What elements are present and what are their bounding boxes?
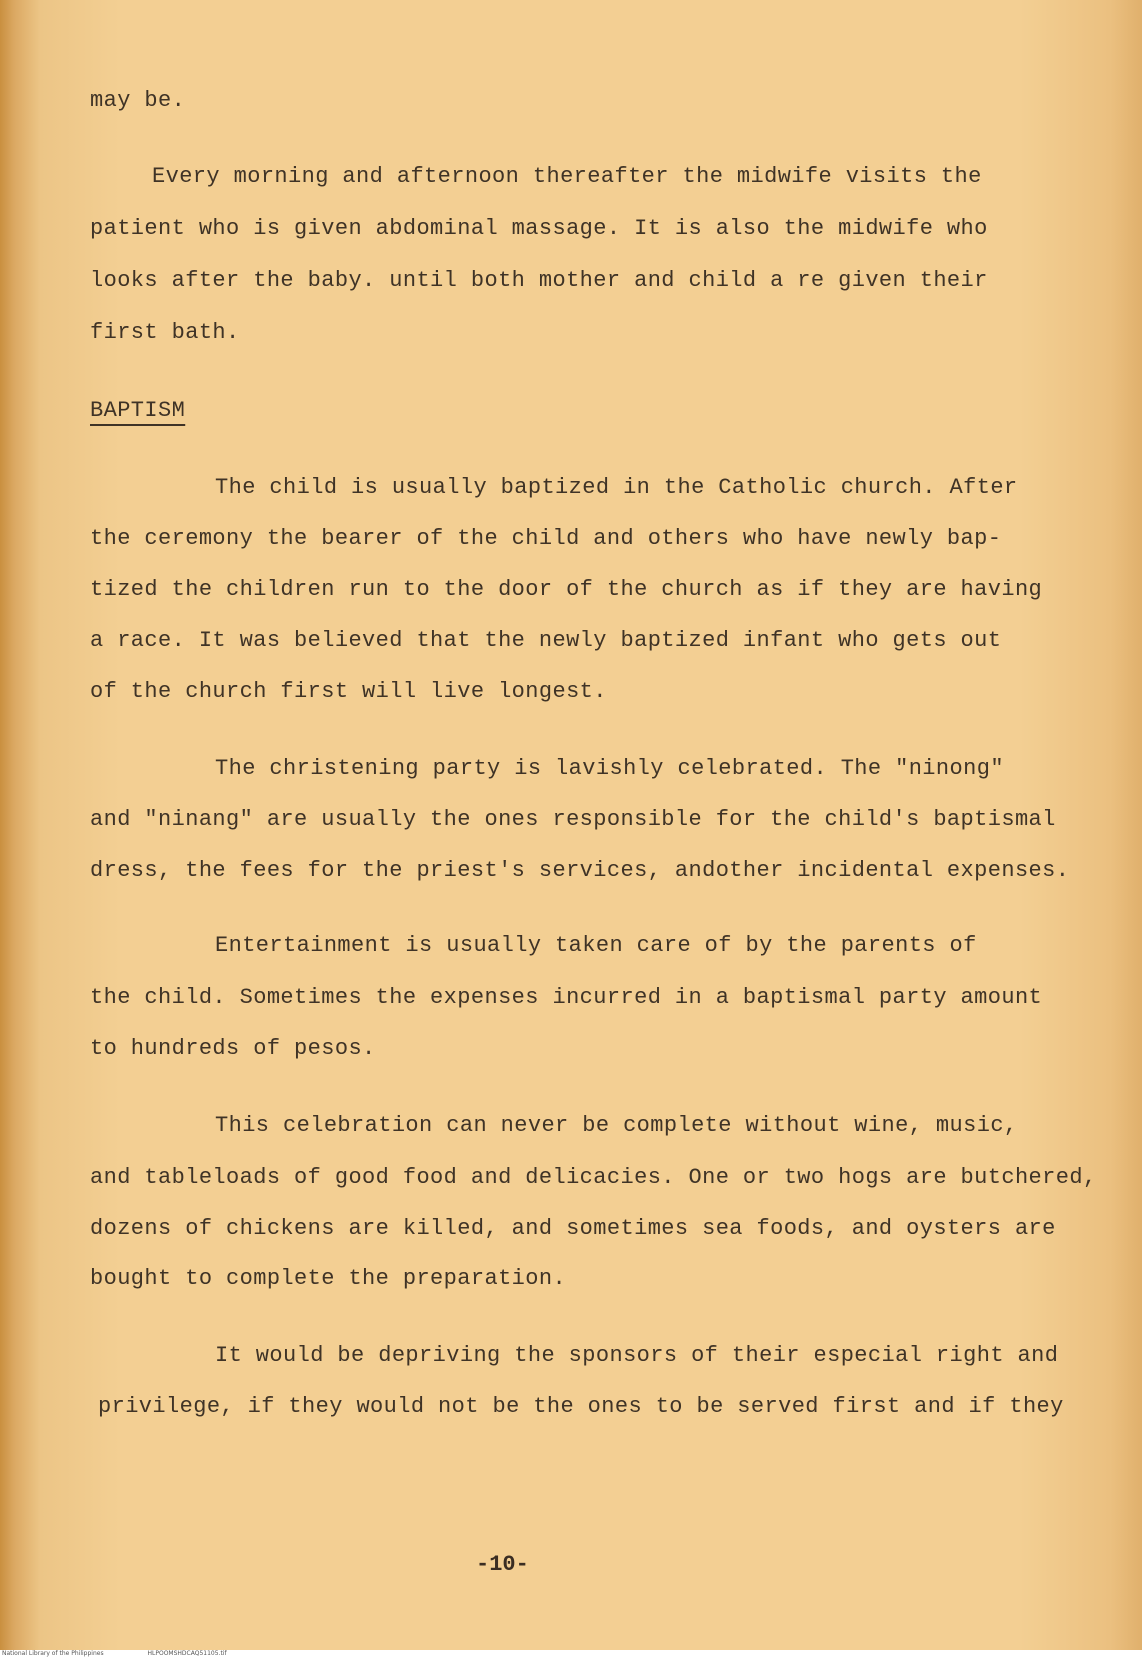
text-line: patient who is given abdominal massage. It is also the midwife who (90, 216, 988, 241)
scan-footer (0, 1650, 1142, 1658)
section-heading: BAPTISM (90, 398, 186, 423)
text-line: and tableloads of good food and delicacies. One or two hogs are butchered, (90, 1165, 1097, 1190)
text-line: first bath. (90, 320, 240, 345)
paragraph-first-line: The child is usually baptized in the Catholic church. After (215, 475, 1018, 500)
text-line: to hundreds of pesos. (90, 1036, 376, 1061)
paragraph-first-line: This celebration can never be complete without wine, music, (215, 1113, 1018, 1138)
text-line: a race. It was believed that the newly baptized infant who gets out (90, 628, 1002, 653)
text-line: bought to complete the preparation. (90, 1266, 567, 1291)
text-line: the child. Sometimes the expenses incurred in a baptismal party amount (90, 985, 1043, 1010)
text-line: tized the children run to the door of the church as if they are having (90, 577, 1043, 602)
paragraph-first-line: Entertainment is usually taken care of by the parents of (215, 933, 977, 958)
archive-label: National Library of the Philippines (2, 1650, 104, 1657)
text-line: and "ninang" are usually the ones responsible for the child's baptismal (90, 807, 1056, 832)
file-label: HLPOOMSHDCAQ51105.tif (147, 1650, 227, 1657)
text-line: of the church first will live longest. (90, 679, 607, 704)
text-line: the ceremony the bearer of the child and others who have newly bap- (90, 526, 1002, 551)
text-line: dozens of chickens are killed, and sometimes sea foods, and oysters are (90, 1216, 1056, 1241)
text-line: dress, the fees for the priest's services, andother incidental expenses. (90, 858, 1070, 883)
paragraph-first-line: It would be depriving the sponsors of their especial right and (215, 1343, 1059, 1368)
paragraph-first-line: Every morning and afternoon thereafter the midwife visits the (152, 164, 982, 189)
text-line: privilege, if they would not be the ones to be served first and if they (98, 1394, 1064, 1419)
text-line: may be. (90, 88, 186, 113)
paragraph-first-line: The christening party is lavishly celebrated. The "ninong" (215, 756, 1004, 781)
page-number: -10- (476, 1552, 529, 1577)
text-line: looks after the baby. until both mother and child a re given their (90, 268, 988, 293)
